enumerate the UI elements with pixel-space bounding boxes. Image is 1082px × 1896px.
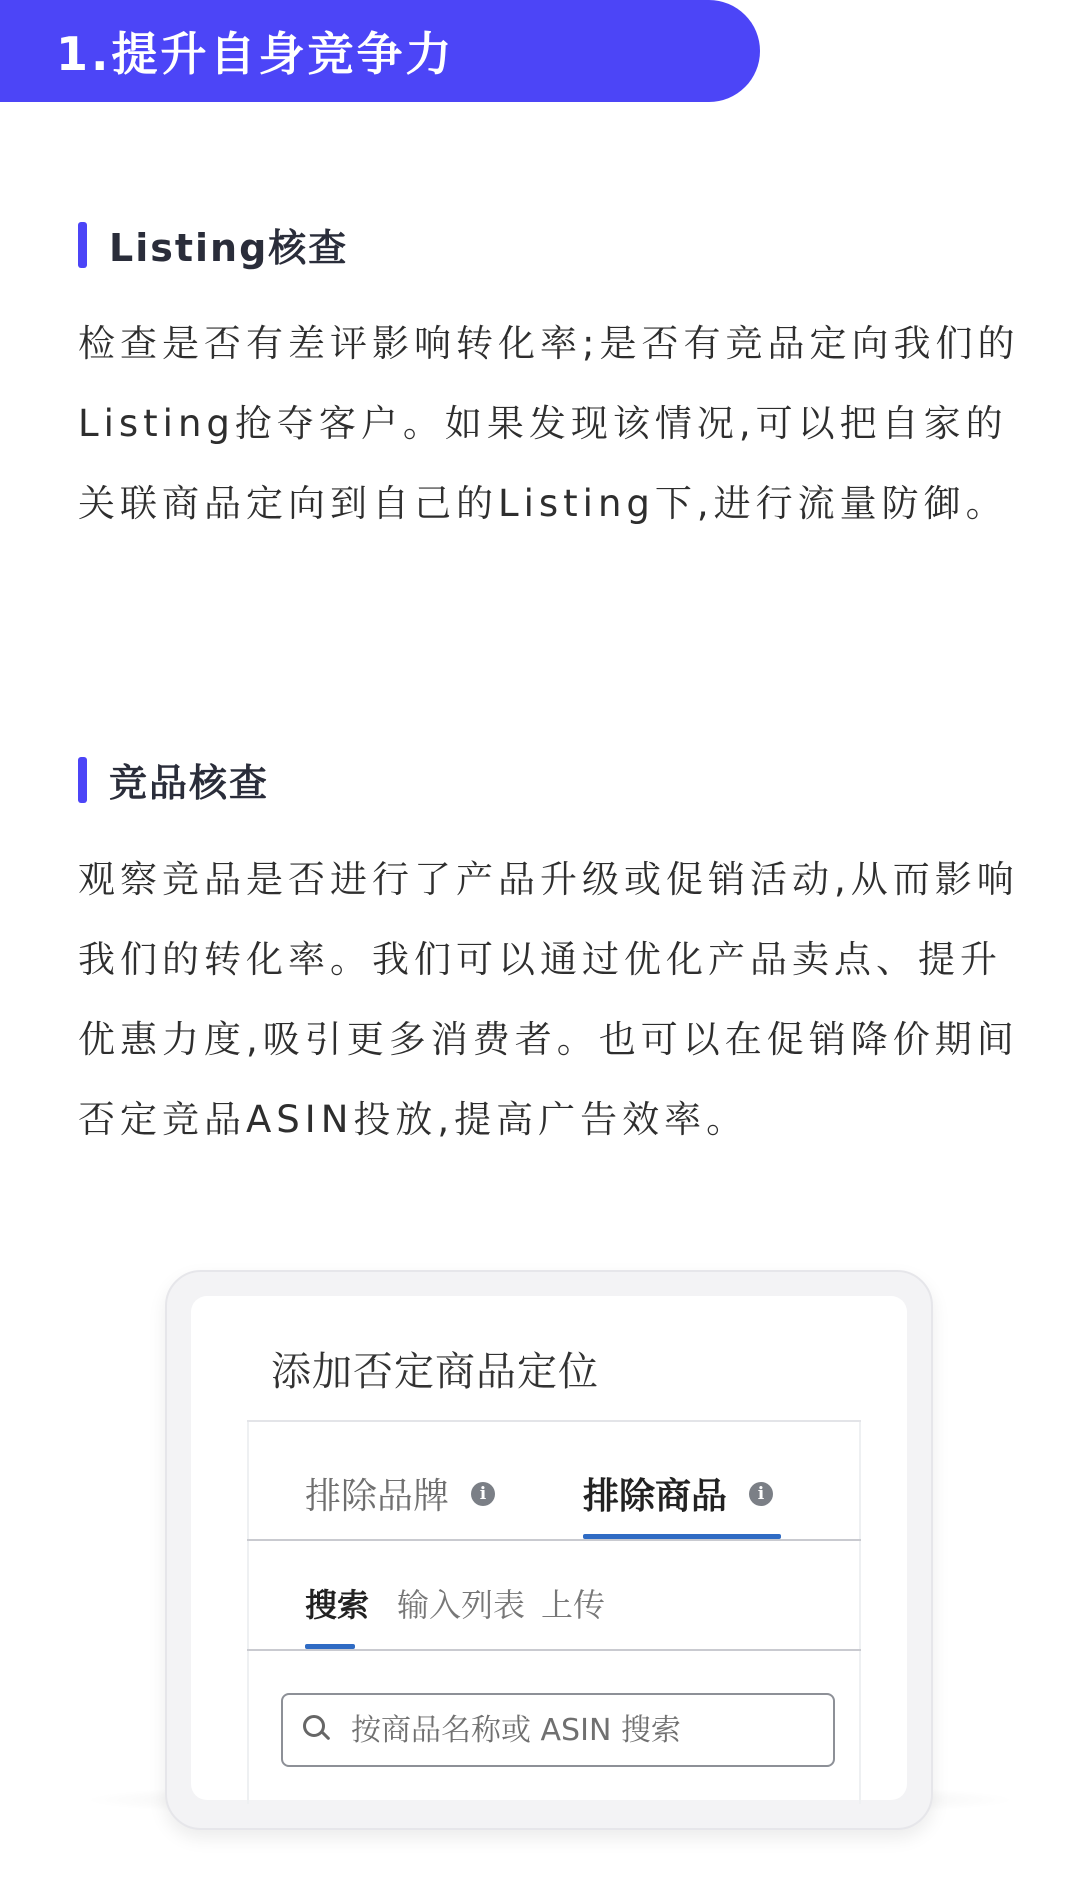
divider [247, 1539, 861, 1541]
negative-targeting-panel [191, 1296, 907, 1800]
divider [247, 1649, 861, 1651]
subtab-search[interactable]: 搜索 [305, 1586, 370, 1624]
subtab-enter-list[interactable]: 输入列表 [397, 1586, 526, 1624]
section-heading-listing [78, 217, 348, 272]
panel-title: 添加否定商品定位 [271, 1349, 599, 1395]
section-banner [0, 0, 760, 102]
tab-exclude-brand[interactable] [305, 1468, 495, 1519]
heading-accent-bar [78, 222, 87, 268]
panel-divider [247, 1422, 249, 1804]
search-field[interactable] [281, 1693, 835, 1767]
subtab-upload[interactable]: 上传 [541, 1586, 606, 1624]
section-body-listing: 检查是否有差评影响转化率;是否有竞品定向我们的Listing抢夺客户。如果发现该情况,可以把自家的关联商品定向到自己的Listing下,进行流量防御。 [78, 322, 1020, 525]
search-input[interactable] [349, 1712, 793, 1749]
panel-divider [859, 1422, 861, 1804]
tab-label: 排除品牌 [305, 1476, 450, 1517]
section-body-competitor: 观察竞品是否进行了产品升级或促销活动,从而影响我们的转化率。我们可以通过优化产品卖点、提升优惠力度,吸引更多消费者。也可以在促销降价期间否定竞品ASIN投放,提高广告效率。 [78, 858, 1019, 1141]
info-icon[interactable]: i [749, 1482, 773, 1506]
tab-label: 排除商品 [583, 1476, 728, 1517]
section-heading-label: 竞品核查 [109, 761, 270, 805]
tab-exclude-product[interactable] [583, 1468, 773, 1519]
banner-title: 1.提升自身竞争力 [56, 27, 455, 81]
section-heading-competitor [78, 752, 269, 807]
screenshot-frame [165, 1270, 933, 1830]
divider [247, 1420, 861, 1422]
section-heading-label: Listing核查 [109, 226, 349, 270]
search-icon [303, 1715, 333, 1745]
heading-accent-bar [78, 757, 87, 803]
info-icon[interactable]: i [471, 1482, 495, 1506]
